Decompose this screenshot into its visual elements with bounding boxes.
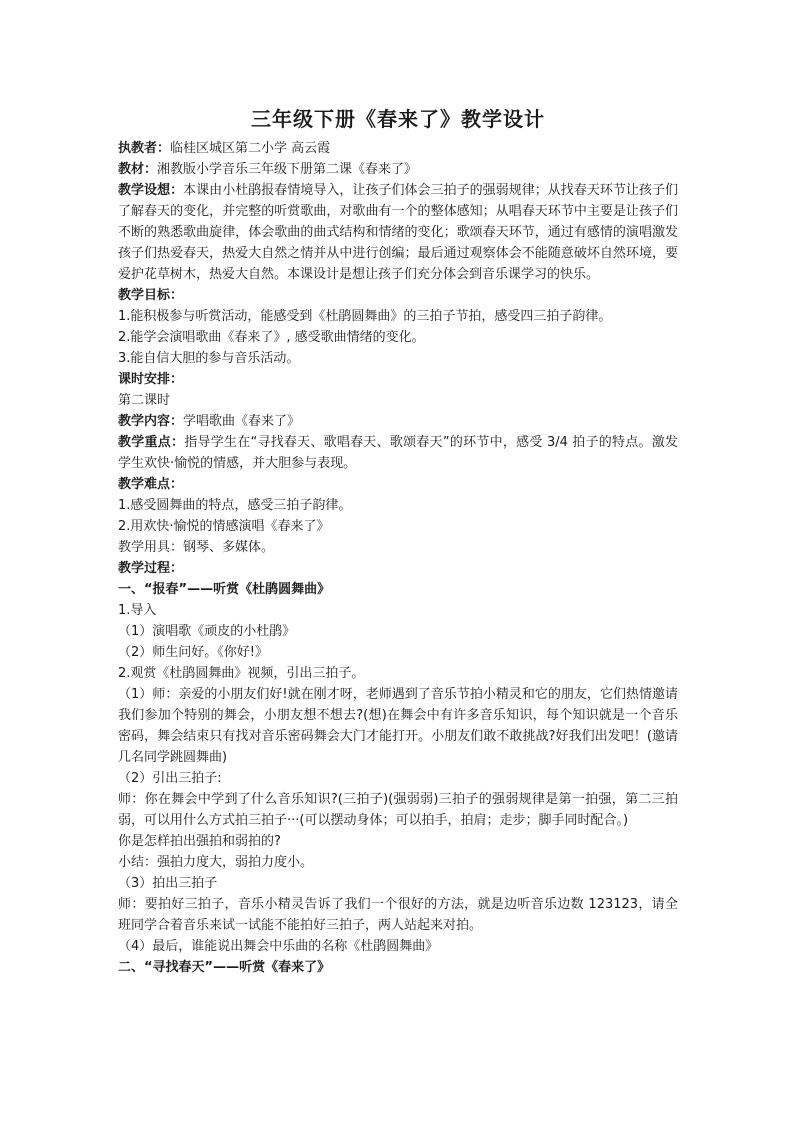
document-line [118, 180, 678, 285]
document-line [118, 684, 678, 768]
line-label: 教学难点： [118, 477, 184, 492]
line-label: 教学内容： [118, 414, 184, 429]
document-line [118, 306, 678, 327]
document-line [118, 558, 678, 579]
line-text: （4）最后，谁能说出舞会中乐曲的名称《杜鹃圆舞曲》 [118, 939, 439, 954]
line-label: 教学设想： [118, 183, 184, 198]
line-text: 学唱歌曲《春来了》 [183, 414, 301, 429]
document-line [118, 327, 678, 348]
document-line [118, 621, 678, 642]
line-text: （1）师：亲爱的小朋友们好!就在刚才呀，老师遇到了音乐节拍小精灵和它的朋友，它们热情邀请我们参加个特别的舞会，小朋友想不想去?(想)在舞会中有许多音乐知识，每个知识就是一个音乐密码，舞会结束只有找对音乐密码舞会大门才能打开。小朋友们敢不敢挑战?好我们出发吧！(邀请几名同学跳圆舞曲) [118, 687, 678, 765]
document-line [118, 936, 678, 957]
document-line [118, 768, 678, 789]
line-text: （2）引出三拍子: [118, 771, 222, 786]
line-text: 2.能学会演唱歌曲《春来了》, 感受歌曲情绪的变化。 [118, 330, 425, 345]
line-text: 你是怎样拍出强拍和弱拍的? [118, 834, 281, 849]
document-line [118, 348, 678, 369]
document-line [118, 138, 678, 159]
line-text: 2.观赏《杜鹃圆舞曲》视频，引出三拍子。 [118, 666, 365, 681]
document-line [118, 369, 678, 390]
line-text: 湘教版小学音乐三年级下册第二课《春来了》 [157, 162, 418, 177]
document-line [118, 957, 678, 978]
line-text: 指导学生在“寻找春天、歌唱春天、歌颂春天”的环节中，感受 3/4 拍子的特点。激发学生欢快·愉悦的情感，并大胆参与表现。 [118, 435, 678, 471]
document-line [118, 432, 678, 474]
document-line [118, 495, 678, 516]
line-text: 3.能自信大胆的参与音乐活动。 [118, 351, 300, 366]
line-text: 2.用欢快·愉悦的情感演唱《春来了》 [118, 519, 330, 534]
document-line [118, 600, 678, 621]
line-text: 师：你在舞会中学到了什么音乐知识?(三拍子)(强弱弱)三拍子的强弱规律是第一拍强，第二三拍弱，可以用什么方式拍三拍子···(可以摆动身体；可以拍手，拍肩；走步；脚手同时配合。) [118, 792, 678, 828]
line-text: （2）师生问好。《你好!》 [118, 645, 268, 660]
line-text: 1.导入 [118, 603, 157, 618]
document-line [118, 411, 678, 432]
document-page [118, 100, 678, 978]
line-text: 临桂区城区第二小学 高云霞 [170, 141, 331, 156]
document-line [118, 663, 678, 684]
document-line [118, 474, 678, 495]
document-line [118, 852, 678, 873]
line-label: 执教者： [118, 141, 171, 156]
line-label: 教学重点： [118, 435, 185, 450]
document-line [118, 285, 678, 306]
document-line [118, 831, 678, 852]
line-text: 本课由小杜鹃报春情境导入，让孩子们体会三拍子的强弱规律；从找春天环节让孩子们了解春天的变化，并完整的听赏歌曲，对歌曲有一个的整体感知；从唱春天环节中主要是让孩子们不断的熟悉歌曲旋律，体会歌曲的曲式结构和情绪的变化；歌颂春天环节，通过有感情的演唱激发孩子们热爱春天，热爱大自然之情并从中进行创编；最后通过观察体会不能随意破坏自然环境，要爱护花草树木，热爱大自然。本课设计是想让孩子们充分体会到音乐课学习的快乐。 [118, 183, 678, 282]
document-title: 三年级下册《春来了》教学设计 [251, 107, 545, 131]
line-label: 二、“寻找春天”——听赏《春来了》 [118, 960, 331, 975]
document-body [118, 138, 678, 978]
document-line [118, 873, 678, 894]
line-label: 课时安排： [118, 372, 184, 387]
document-line [118, 516, 678, 537]
line-text: （1）演唱歌《顽皮的小杜鹃》 [118, 624, 296, 639]
line-text: 小结：强拍力度大，弱拍力度小。 [118, 855, 314, 870]
document-line [118, 390, 678, 411]
line-label: 教学过程： [118, 561, 184, 576]
document-line [118, 159, 678, 180]
document-line [118, 894, 678, 936]
document-line [118, 537, 678, 558]
line-text: 1.感受圆舞曲的特点，感受三拍子韵律。 [118, 498, 352, 513]
line-label: 一、“报春”——听赏《杜鹃圆舞曲》 [118, 582, 331, 597]
line-text: 第二课时 [118, 393, 171, 408]
line-text: 师：要拍好三拍子，音乐小精灵告诉了我们一个很好的方法，就是边听音乐边数 123123，请全班同学合着音乐来试一试能不能拍好三拍子，两人站起来对拍。 [118, 897, 678, 933]
line-text: 1.能积极参与听赏活动，能感受到《杜鹃圆舞曲》的三拍子节拍，感受四三拍子韵律。 [118, 309, 612, 324]
line-text: （3）拍出三拍子 [118, 876, 218, 891]
line-text: 教学用具：钢琴、多媒体。 [118, 540, 275, 555]
line-label: 教学目标： [118, 288, 184, 303]
document-line [118, 789, 678, 831]
document-line [118, 642, 678, 663]
line-label: 教材： [118, 162, 158, 177]
document-line [118, 579, 678, 600]
